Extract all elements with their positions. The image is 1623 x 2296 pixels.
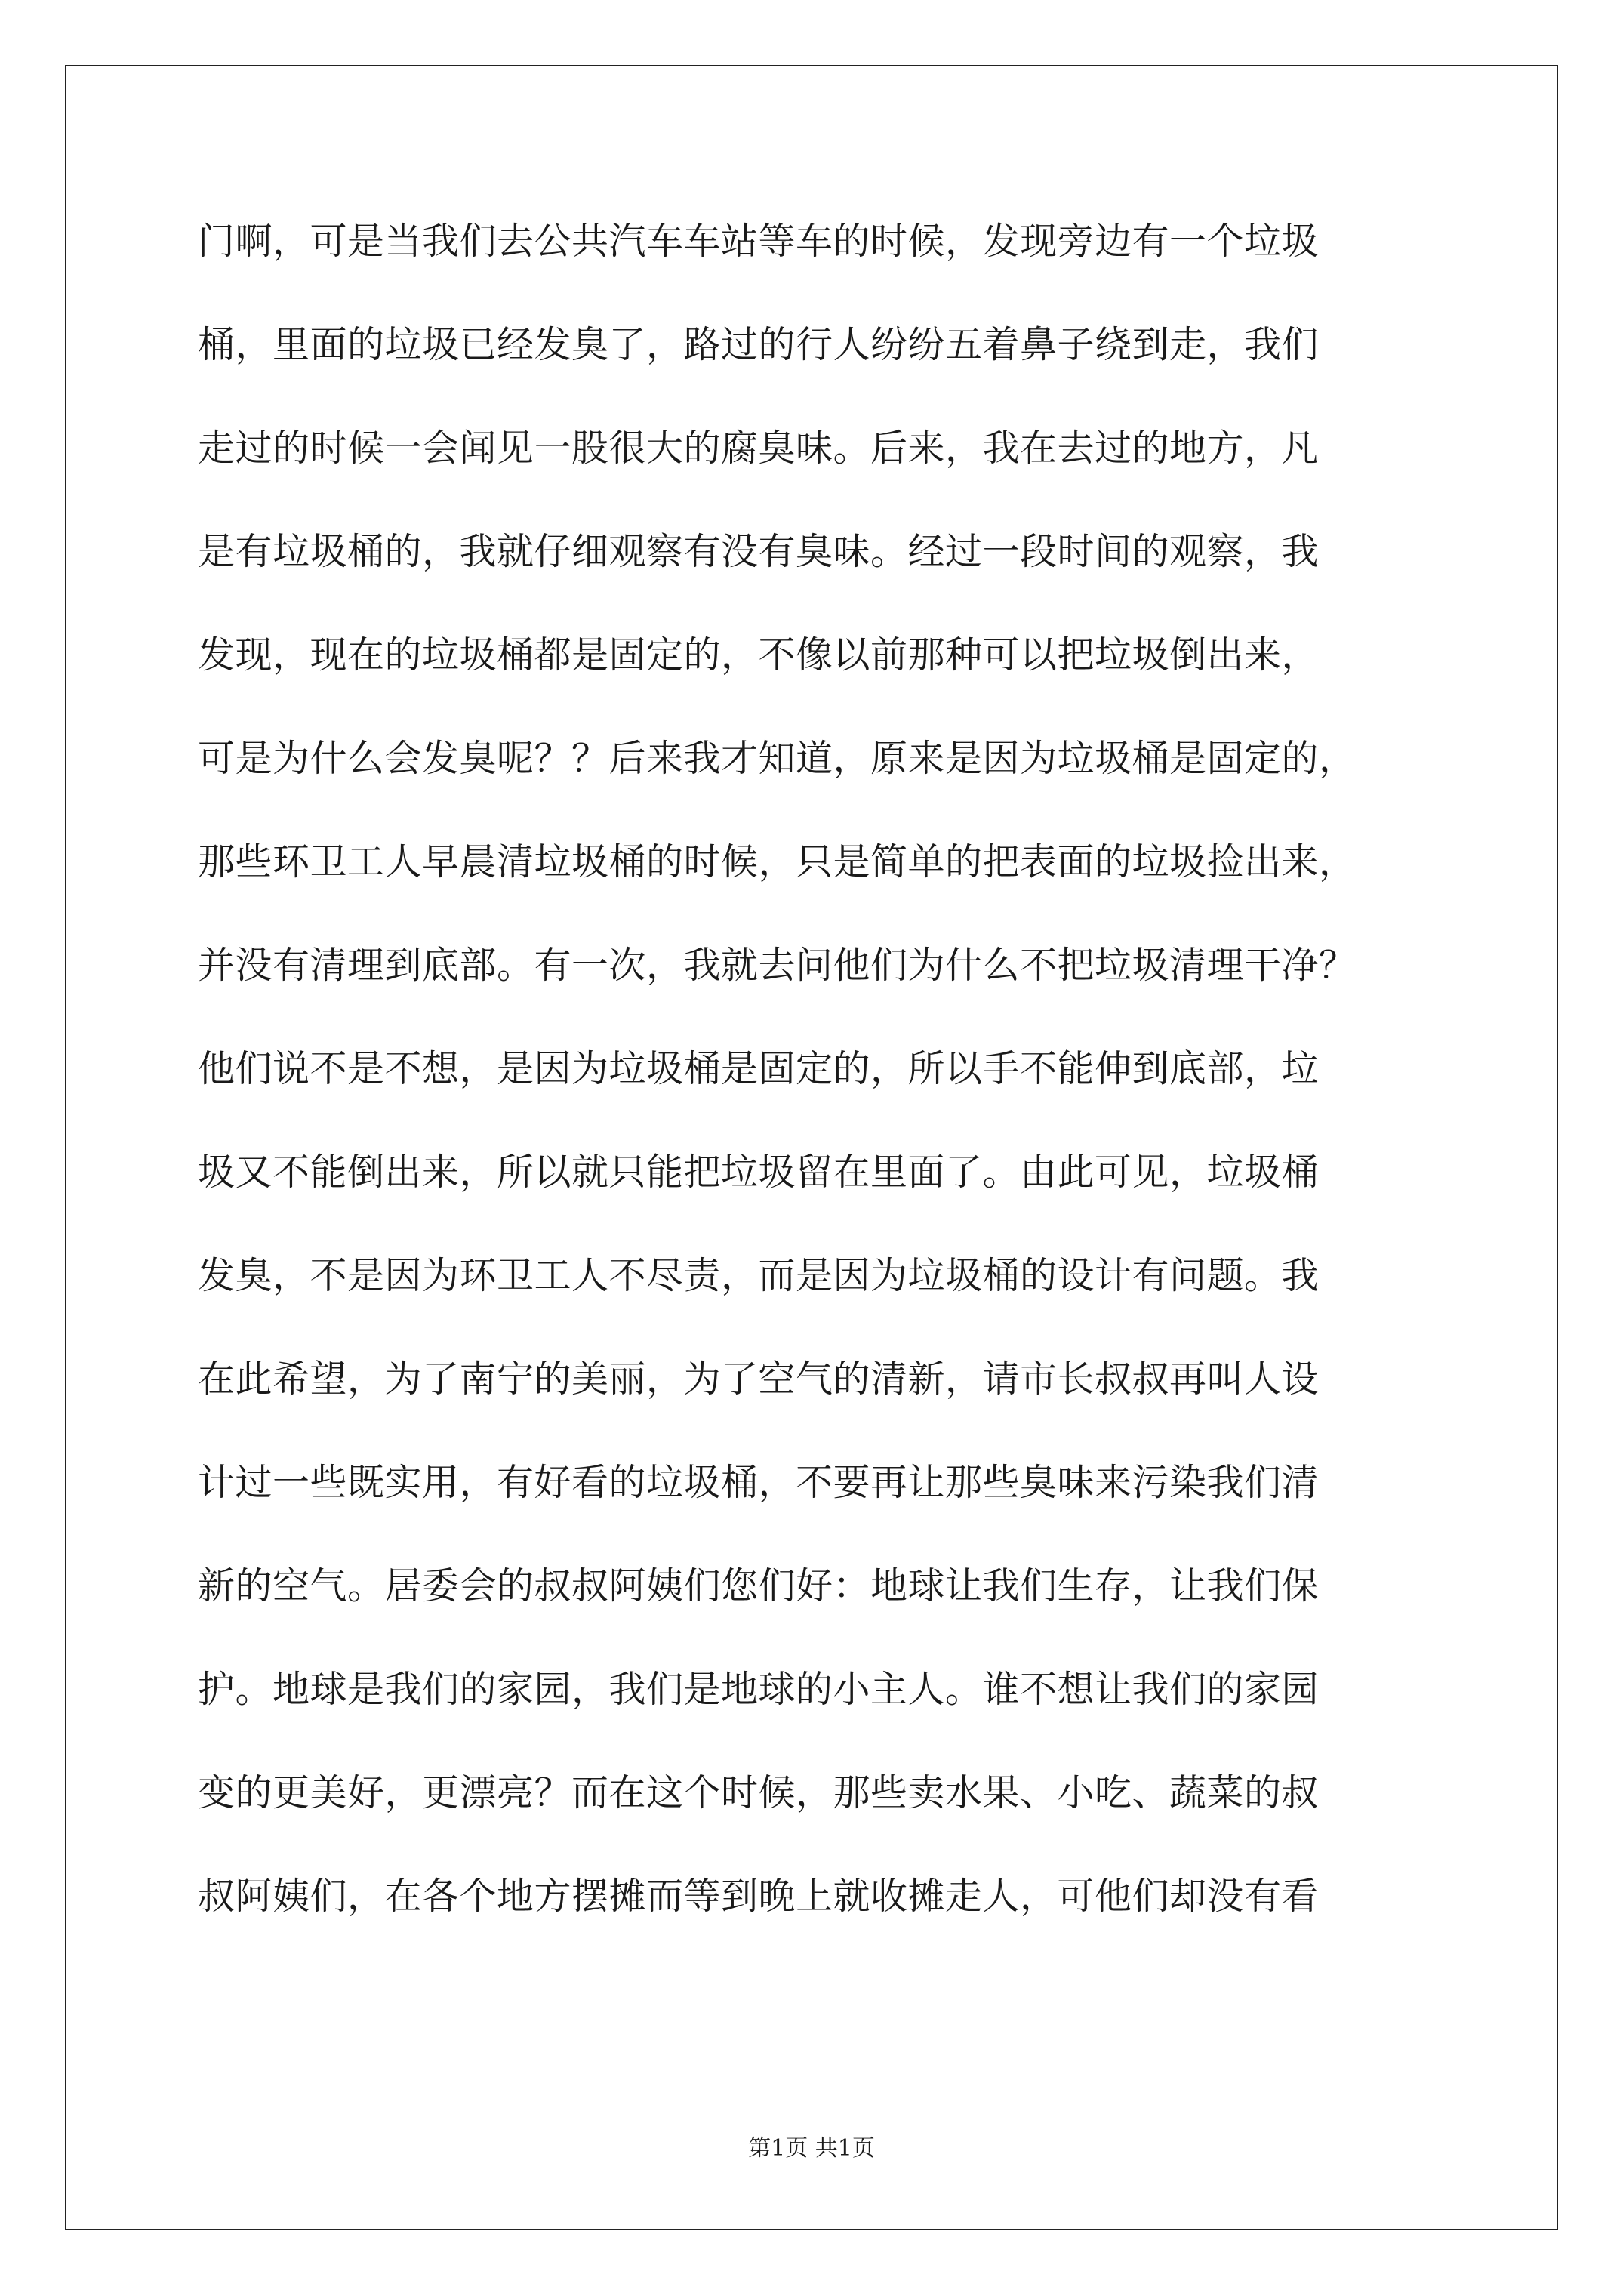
text-line: 发现，现在的垃圾桶都是固定的，不像以前那种可以把垃圾倒出来， bbox=[198, 633, 1320, 676]
page-number-footer: 第1页 共1页 bbox=[748, 2135, 875, 2162]
text-line: 护。地球是我们的家园，我们是地球的小主人。谁不想让我们的家园 bbox=[198, 1668, 1320, 1711]
text-line: 是有垃圾桶的，我就仔细观察有没有臭味。经过一段时间的观察，我 bbox=[198, 530, 1320, 573]
text-line: 计过一些既实用，有好看的垃圾桶，不要再让那些臭味来污染我们清 bbox=[198, 1461, 1320, 1504]
text-line: 发臭，不是因为环卫工人不尽责，而是因为垃圾桶的设计有问题。我 bbox=[198, 1254, 1320, 1297]
text-line: 并没有清理到底部。有一次，我就去问他们为什么不把垃圾清理干净？ bbox=[198, 944, 1357, 987]
text-line: 圾又不能倒出来，所以就只能把垃圾留在里面了。由此可见，垃圾桶 bbox=[198, 1151, 1320, 1194]
text-line: 可是为什么会发臭呢？？后来我才知道，原来是因为垃圾桶是固定的， bbox=[198, 737, 1357, 780]
document-body bbox=[198, 219, 1436, 1977]
text-line: 那些环卫工人早晨清垃圾桶的时候，只是简单的把表面的垃圾捡出来， bbox=[198, 840, 1357, 883]
text-line: 在此希望，为了南宁的美丽，为了空气的清新，请市长叔叔再叫人设 bbox=[198, 1358, 1320, 1401]
text-line: 走过的时候一会闻见一股很大的腐臭味。后来，我在去过的地方，凡 bbox=[198, 427, 1320, 470]
text-line: 变的更美好，更漂亮？而在这个时候，那些卖水果、小吃、蔬菜的叔 bbox=[198, 1771, 1320, 1814]
text-line: 他们说不是不想，是因为垃圾桶是固定的，所以手不能伸到底部，垃 bbox=[198, 1047, 1320, 1090]
text-line: 新的空气。居委会的叔叔阿姨们您们好：地球让我们生存，让我们保 bbox=[198, 1564, 1320, 1607]
text-line: 叔阿姨们，在各个地方摆摊而等到晚上就收摊走人，可他们却没有看 bbox=[198, 1875, 1320, 1918]
text-line: 门啊，可是当我们去公共汽车车站等车的时候，发现旁边有一个垃圾 bbox=[198, 220, 1320, 263]
text-line: 桶，里面的垃圾已经发臭了，路过的行人纷纷五着鼻子绕到走，我们 bbox=[198, 323, 1320, 366]
